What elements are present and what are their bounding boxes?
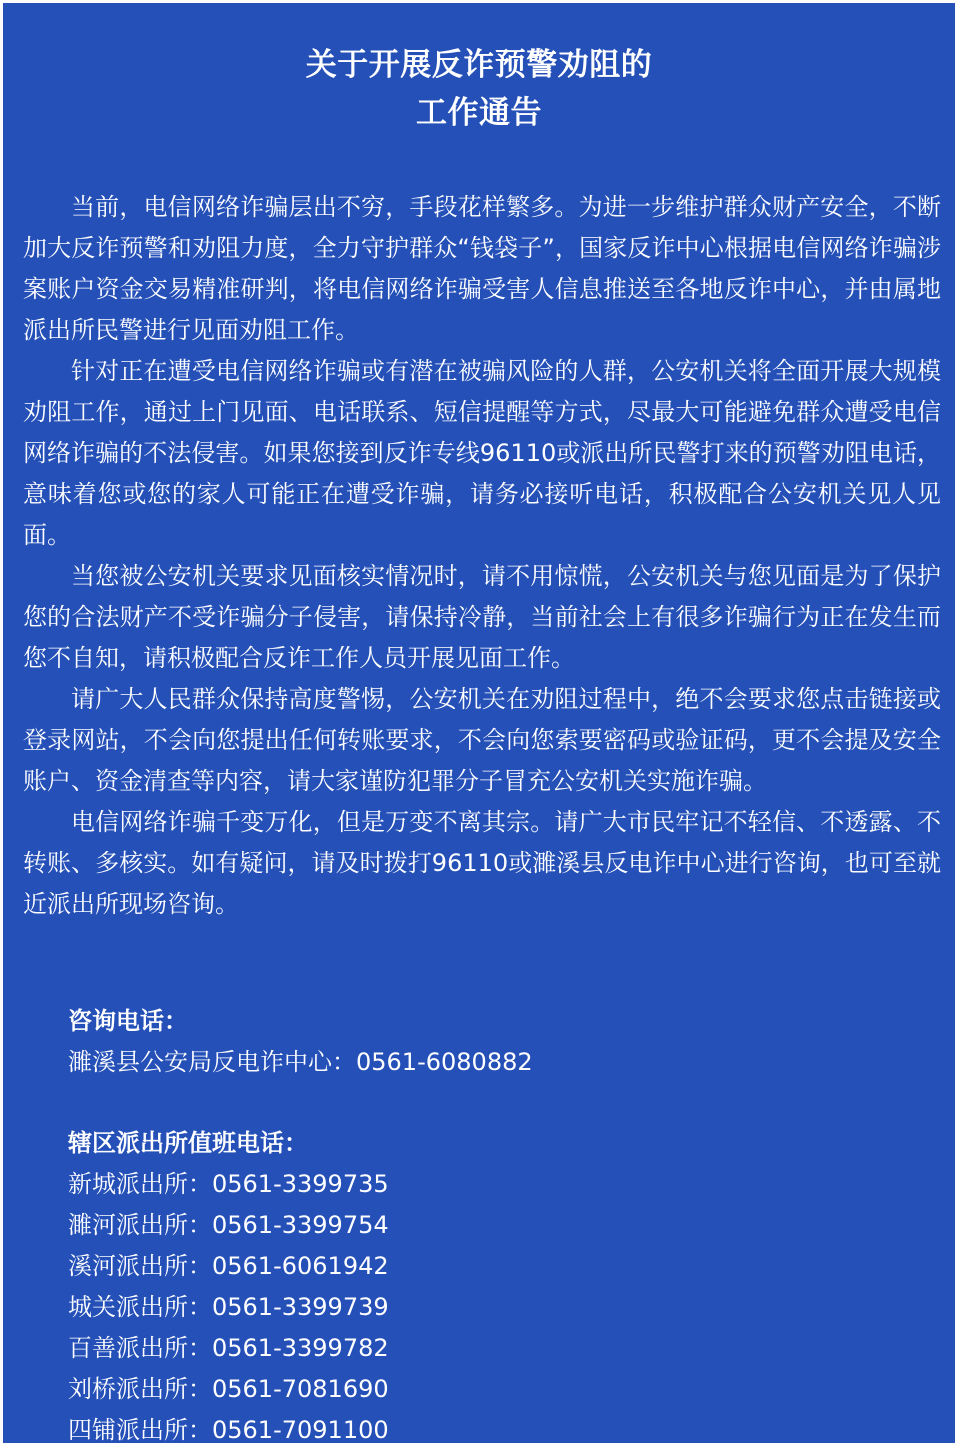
station-label: 辖区派出所值班电话： [68,1129,308,1157]
station-phone-suihe: 濉河派出所：0561-3399754 [68,1211,389,1239]
consult-phone: 濉溪县公安局反电诈中心：0561-6080882 [68,1048,533,1076]
paragraph-3: 当您被公安机关要求见面核实情况时，请不用惊慌，公安机关与您见面是为了保护您的合法财产不受诈骗分子侵害，请保持冷静，当前社会上有很多诈骗行为正在发生而您不自知，请积极配合反诈工作人员开展见面工作。 [23,562,941,672]
station-phone-sipu: 四铺派出所：0561-7091100 [68,1416,389,1443]
station-phone-chengguan: 城关派出所：0561-3399739 [68,1293,389,1321]
station-phone-xincheng: 新城派出所：0561-3399735 [68,1170,389,1198]
paragraph-4: 请广大人民群众保持高度警惕，公安机关在劝阻过程中，绝不会要求您点击链接或登录网站，不会向您提出任何转账要求，不会向您索要密码或验证码，更不会提及安全账户、资金清查等内容，请大家谨防犯罪分子冒充公安机关实施诈骗。 [23,685,941,795]
station-section [68,1123,928,1443]
paragraph-1: 当前，电信网络诈骗层出不穷，手段花样繁多。为进一步维护群众财产安全，不断加大反诈预警和劝阻力度，全力守护群众“钱袋子”，国家反诈中心根据电信网络诈骗涉案账户资金交易精准研判，将电信网络诈骗受害人信息推送至各地反诈中心，并由属地派出所民警进行见面劝阻工作。 [23,193,941,344]
paragraph-5: 电信网络诈骗千变万化，但是万变不离其宗。请广大市民牢记不轻信、不透露、不转账、多核实。如有疑问，请及时拨打96110或濉溪县反电诈中心进行咨询，也可至就近派出所现场咨询。 [23,808,941,918]
station-phone-baishan: 百善派出所：0561-3399782 [68,1334,389,1362]
paragraph-2: 针对正在遭受电信网络诈骗或有潜在被骗风险的人群，公安机关将全面开展大规模劝阻工作，通过上门见面、电话联系、短信提醒等方式，尽最大可能避免群众遭受电信网络诈骗的不法侵害。如果您接到反诈专线96110或派出所民警打来的预警劝阻电话，意味着您或您的家人可能正在遭受诈骗，请务必接听电话，积极配合公安机关见人见面。 [23,357,941,549]
consult-label: 咨询电话： [68,1007,188,1035]
notice-title [3,41,955,137]
notice-body [23,187,941,925]
consult-section [68,1001,928,1083]
station-phone-xihe: 溪河派出所：0561-6061942 [68,1252,389,1280]
title-line-2: 工作通告 [416,95,542,131]
station-phone-liuqiao: 刘桥派出所：0561-7081690 [68,1375,389,1403]
notice-panel [3,3,955,1443]
title-line-1: 关于开展反诈预警劝阻的 [305,47,653,83]
